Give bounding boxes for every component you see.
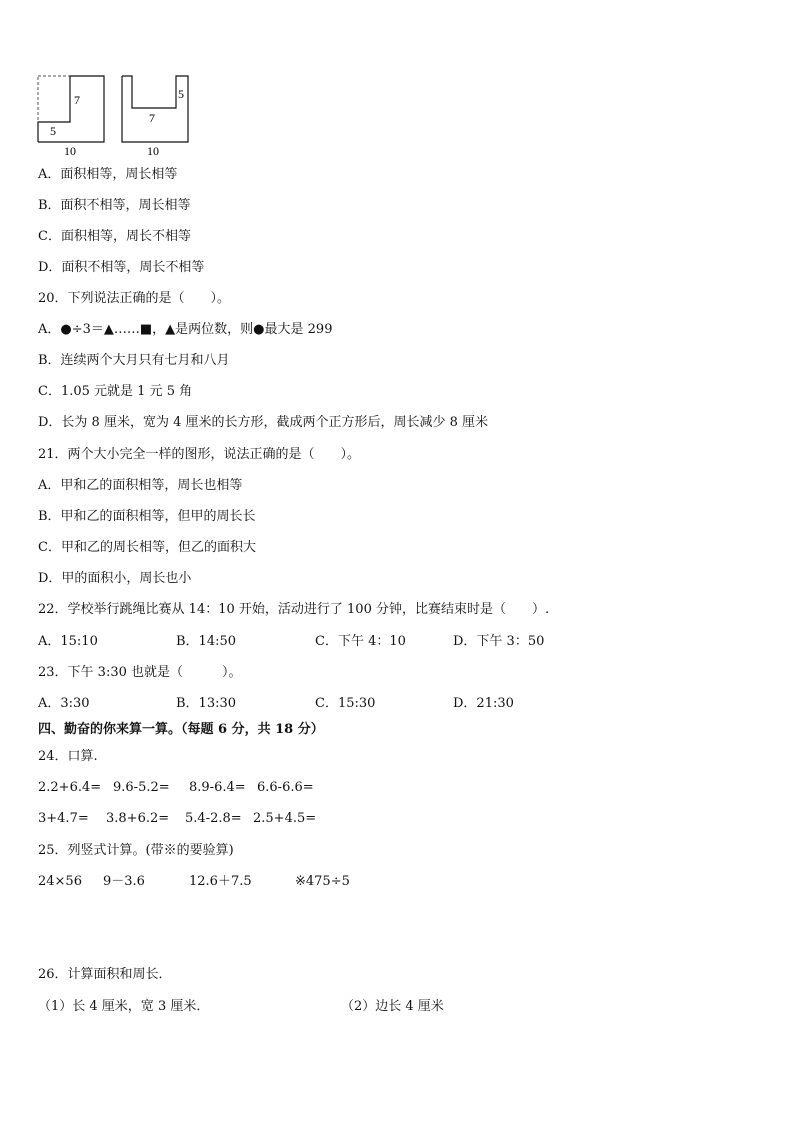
q24-r1-item: 8.9-6.4= (189, 780, 246, 795)
shape-left (38, 76, 104, 158)
q24-r1-item: 9.6-5.2= (113, 780, 170, 795)
q22-stem: 22．学校举行跳绳比赛从 14：10 开始，活动进行了 100 分钟，比赛结束时是（ ）. (38, 602, 550, 617)
q23-option-a[interactable]: A．3:30 (38, 696, 90, 711)
q26-part2: （2）边长 4 厘米 (341, 999, 444, 1014)
q23-option-c[interactable]: C．15:30 (315, 696, 376, 711)
q20-option-b[interactable]: B．连续两个大月只有七月和八月 (38, 353, 230, 368)
figure-two-shapes (36, 72, 196, 158)
left-label-7: 7 (74, 93, 80, 107)
q23-option-b[interactable]: B．13:30 (176, 696, 237, 711)
q24-r2-item: 3+4.7= (38, 811, 89, 826)
q21-option-c[interactable]: C．甲和乙的周长相等，但乙的面积大 (38, 540, 256, 555)
q26-stem: 26．计算面积和周长． (38, 967, 172, 982)
q19-option-c[interactable]: C．面积相等，周长不相等 (38, 229, 191, 244)
q20-option-a[interactable]: A．●÷3＝▲……■，▲是两位数，则●最大是 299 (38, 322, 333, 337)
q25-item: 9－3.6 (103, 874, 145, 889)
q20-option-c[interactable]: C．1.05 元就是 1 元 5 角 (38, 384, 193, 399)
q22-option-c[interactable]: C．下午 4：10 (315, 634, 406, 649)
q21-option-d[interactable]: D．甲的面积小，周长也小 (38, 571, 192, 586)
right-label-10: 10 (147, 144, 159, 158)
q24-r2-item: 3.8+6.2= (106, 811, 170, 826)
q21-option-b[interactable]: B．甲和乙的面积相等，但甲的周长长 (38, 509, 256, 524)
q19-option-b[interactable]: B．面积不相等，周长相等 (38, 198, 191, 213)
q20-stem: 20．下列说法正确的是（ ）。 (38, 291, 231, 306)
q22-option-a[interactable]: A．15:10 (38, 634, 98, 649)
q25-stem: 25．列竖式计算。(带※的要验算) (38, 843, 234, 858)
q24-r1-item: 2.2+6.4= (38, 780, 102, 795)
q24-r2-item: 5.4-2.8= (185, 811, 242, 826)
left-label-10: 10 (64, 144, 76, 158)
right-label-7: 7 (149, 111, 155, 125)
q24-r2-item: 2.5+4.5= (253, 811, 317, 826)
q25-item: 24×56 (38, 874, 82, 889)
q25-item: ※475÷5 (295, 874, 350, 889)
q19-option-a[interactable]: A．面积相等，周长相等 (38, 167, 178, 182)
q22-option-d[interactable]: D．下午 3：50 (453, 634, 545, 649)
q24-stem: 24．口算. (38, 749, 98, 764)
q23-stem: 23．下午 3:30 也就是（ ）。 (38, 665, 242, 680)
shape-right (122, 76, 188, 158)
right-label-5: 5 (178, 87, 184, 101)
q20-option-d[interactable]: D．长为 8 厘米，宽为 4 厘米的长方形，截成两个正方形后，周长减少 8 厘米 (38, 415, 489, 430)
q25-item: 12.6＋7.5 (189, 874, 252, 889)
q22-option-b[interactable]: B．14:50 (176, 634, 237, 649)
q19-option-d[interactable]: D．面积不相等，周长不相等 (38, 260, 205, 275)
q23-option-d[interactable]: D．21:30 (453, 696, 514, 711)
left-label-5: 5 (50, 124, 56, 138)
q26-part1: （1）长 4 厘米，宽 3 厘米． (38, 999, 210, 1014)
q24-r1-item: 6.6-6.6= (257, 780, 314, 795)
section4-title: 四、勤奋的你来算一算。（每题 6 分，共 18 分） (38, 722, 324, 737)
q21-option-a[interactable]: A．甲和乙的面积相等，周长也相等 (38, 478, 243, 493)
q21-stem: 21．两个大小完全一样的图形，说法正确的是（ ）。 (38, 447, 361, 462)
